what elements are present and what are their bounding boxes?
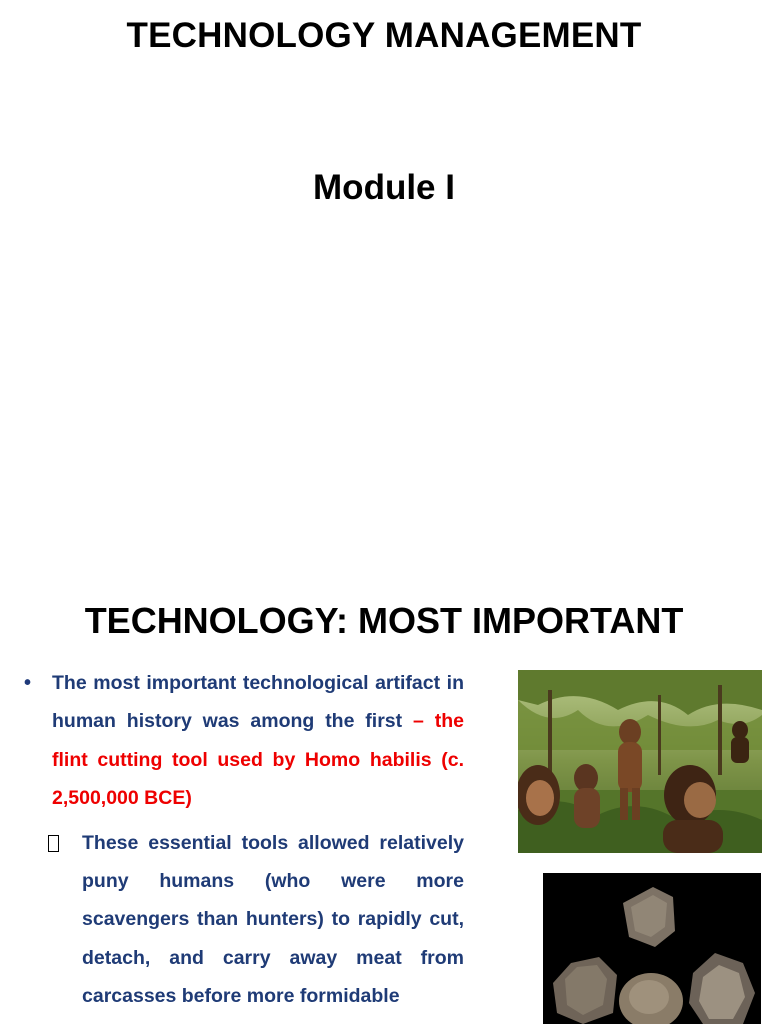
hominids-image: [518, 670, 762, 853]
flint-tools-image: [543, 873, 761, 1024]
slide-1-subtitle: Module I: [313, 168, 455, 207]
bullet-dot-icon: •: [24, 672, 32, 694]
bullet-text-blue: The most important technological artifact in human history was among the first: [52, 672, 464, 733]
sub-bullet-item: [24, 824, 464, 1016]
sub-bullet-text: These essential tools allowed relatively puny humans (who were more scavengers than hunters) to rapidly cut, detach, and carry away meat from carcasses before more formidable: [82, 831, 464, 1008]
bullet-text-red: – the flint cutting tool used by Homo habilis (c. 2,500,000 BCE): [52, 710, 464, 810]
slide-1-title: TECHNOLOGY MANAGEMENT: [126, 16, 642, 55]
bullet-list: [24, 664, 464, 1016]
sub-bullet-box-icon: [24, 824, 82, 1016]
bullet-item: [24, 664, 464, 818]
slide-2: [0, 560, 768, 1024]
slide-2-title: TECHNOLOGY: MOST IMPORTANT: [84, 600, 684, 641]
bullet-text: [52, 664, 464, 818]
